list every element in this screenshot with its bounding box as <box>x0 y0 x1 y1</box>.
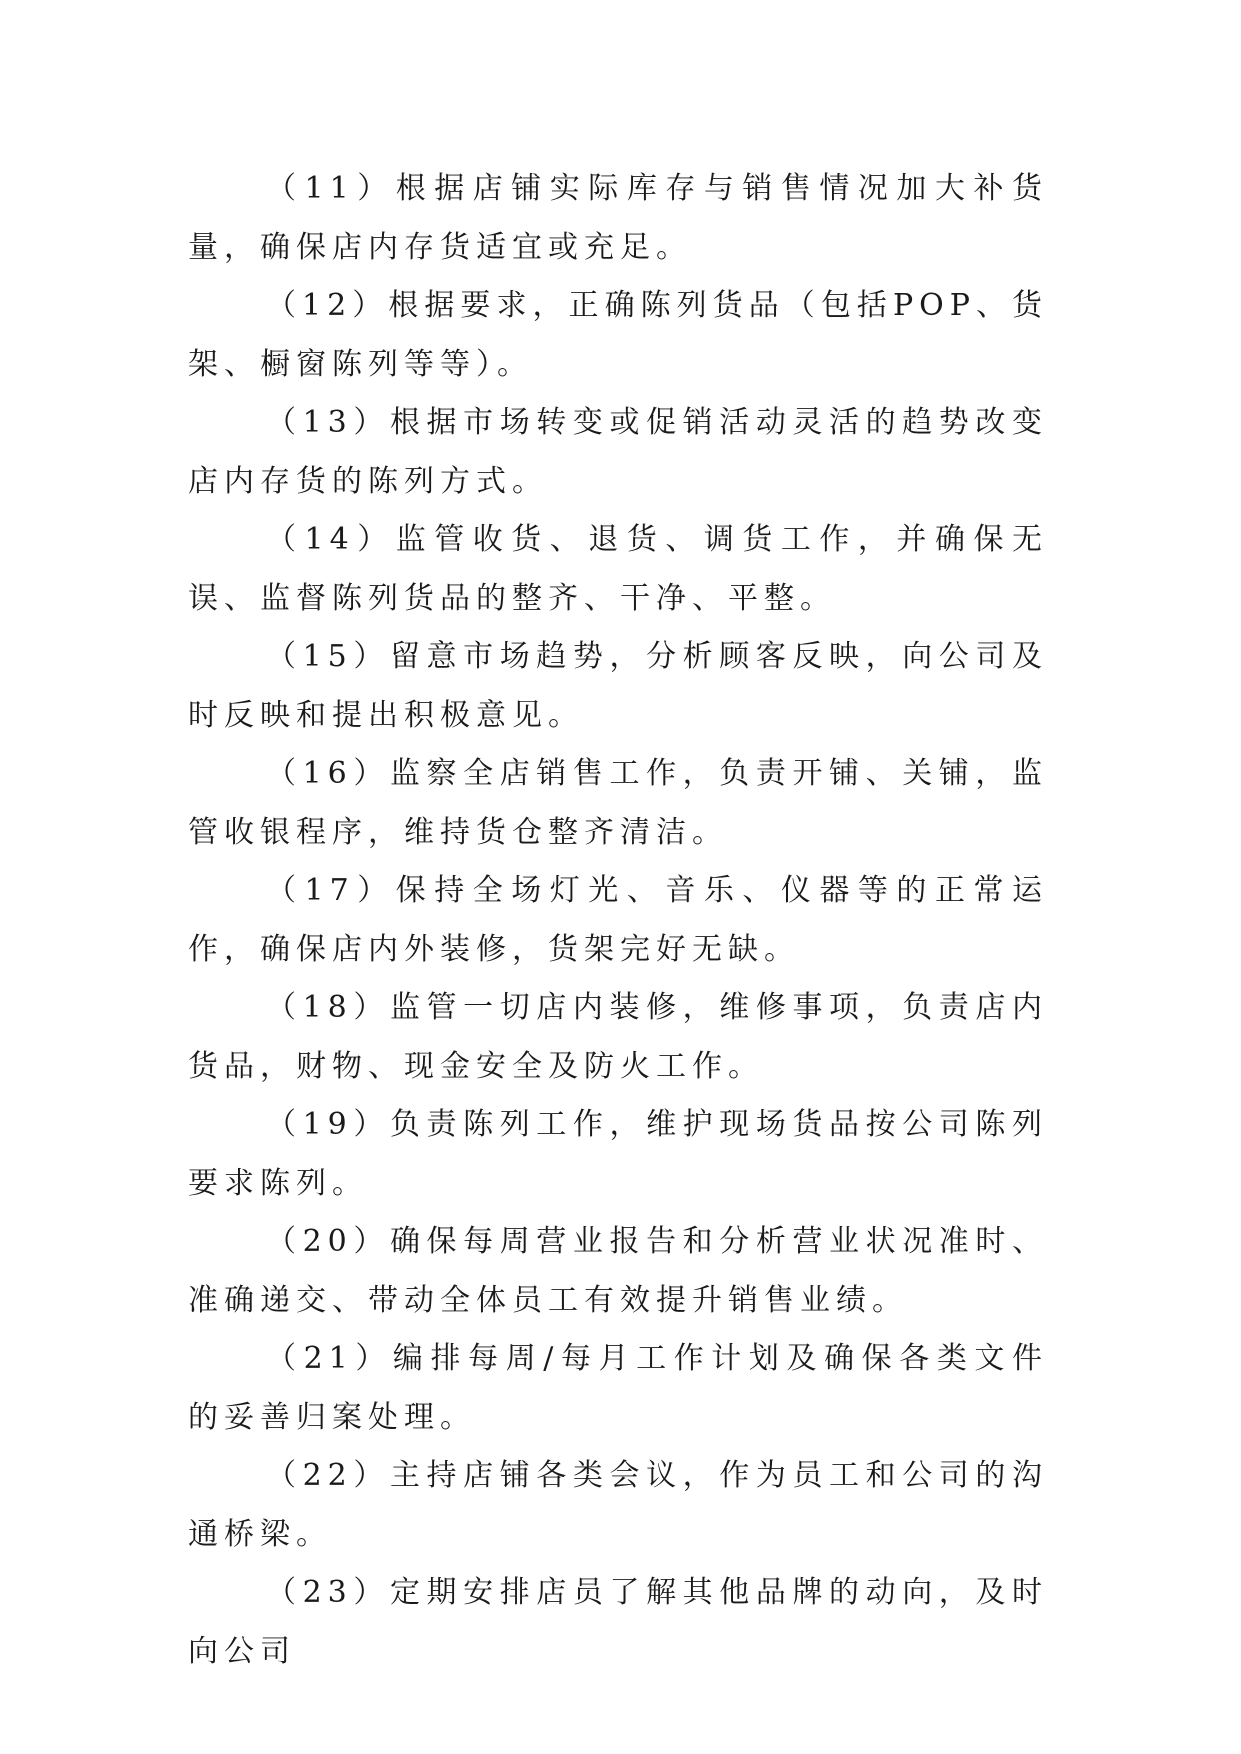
paragraph-item-13: （13）根据市场转变或促销活动灵活的趋势改变店内存货的陈列方式。 <box>188 405 1048 499</box>
paragraph-item-14: （14）监管收货、退货、调货工作，并确保无误、监督陈列货品的整齐、干净、平整。 <box>188 522 1048 616</box>
paragraph-item-18: （18）监管一切店内装修，维修事项，负责店内货品，财物、现金安全及防火工作。 <box>188 990 1048 1084</box>
paragraph-item-20: （20）确保每周营业报告和分析营业状况准时、准确递交、带动全体员工有效提升销售业绩。 <box>188 1224 1048 1318</box>
paragraph-item-23: （23）定期安排店员了解其他品牌的动向，及时向公司 <box>188 1575 1048 1669</box>
paragraph-item-16: （16）监察全店销售工作，负责开铺、关铺，监管收银程序，维持货仓整齐清洁。 <box>188 756 1048 850</box>
paragraph-item-22: （22）主持店铺各类会议，作为员工和公司的沟通桥梁。 <box>188 1458 1048 1552</box>
paragraph-item-21: （21）编排每周/每月工作计划及确保各类文件的妥善归案处理。 <box>188 1341 1048 1435</box>
paragraph-item-12: （12）根据要求，正确陈列货品（包括POP、货架、橱窗陈列等等）。 <box>188 288 1048 382</box>
paragraph-item-15: （15）留意市场趋势，分析顾客反映，向公司及时反映和提出积极意见。 <box>188 639 1048 733</box>
paragraph-item-17: （17）保持全场灯光、音乐、仪器等的正常运作，确保店内外装修，货架完好无缺。 <box>188 873 1048 967</box>
paragraph-item-19: （19）负责陈列工作，维护现场货品按公司陈列要求陈列。 <box>188 1107 1048 1201</box>
paragraph-item-11: （11）根据店铺实际库存与销售情况加大补货量，确保店内存货适宜或充足。 <box>188 171 1048 265</box>
document-body <box>188 160 1048 1681</box>
